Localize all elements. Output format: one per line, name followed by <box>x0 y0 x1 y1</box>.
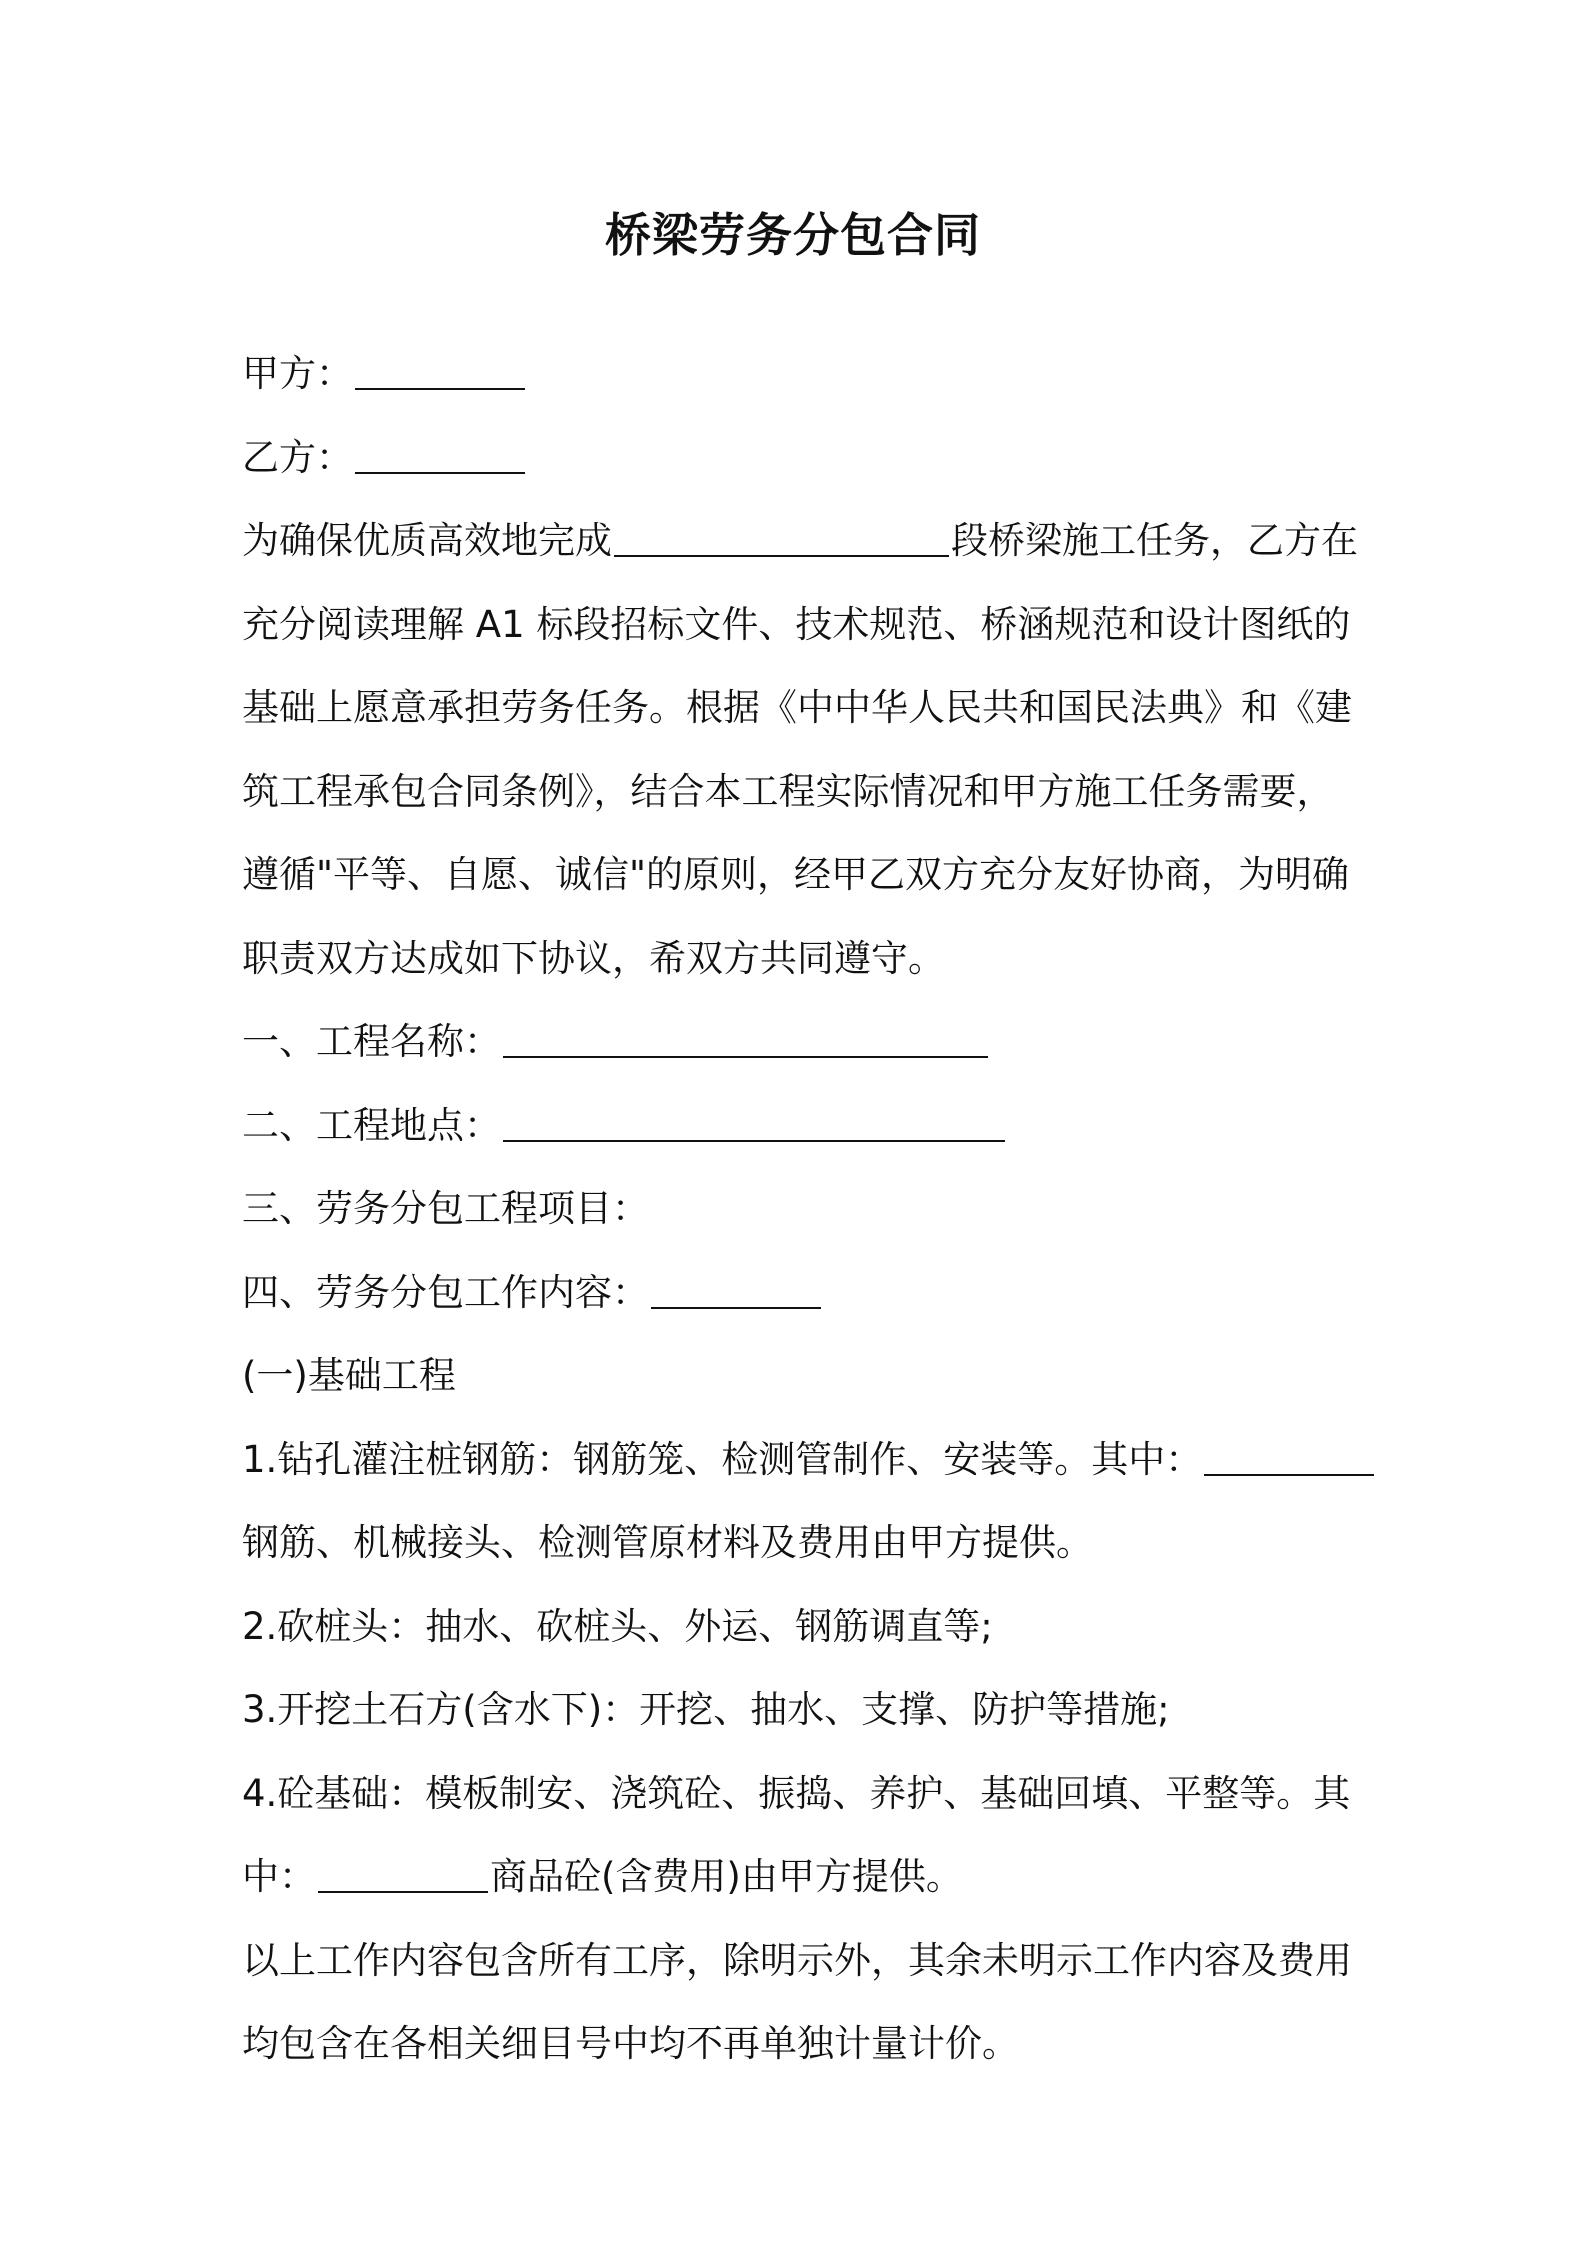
item-1-continuation: 钢筋、机械接头、检测管原材料及费用由甲方提供。 <box>242 1521 1093 1564</box>
intro-line-1 <box>242 499 1358 583</box>
party-b-line <box>242 416 1352 500</box>
work-content-blank <box>651 1265 821 1309</box>
intro-line-2: 充分阅读理解 A1 标段招标文件、技术规范、桥涵规范和设计图纸的 <box>242 602 1351 646</box>
project-name-blank <box>503 1014 988 1058</box>
party-a-line <box>242 332 1352 416</box>
intro-line-5: 遵循"平等、自愿、诚信"的原则，经甲乙双方充分友好协商，为明确 <box>242 853 1350 896</box>
item-4-blank <box>318 1849 488 1893</box>
intro-line-6: 职责双方达成如下协议，希双方共同遵守。 <box>242 936 945 980</box>
item-1-text: 1.钻孔灌注桩钢筋：钢筋笼、检测管制作、安装等。其中： <box>242 1437 1203 1481</box>
item-4-continuation <box>242 1835 1352 1919</box>
section-1-label: 一、工程名称： <box>242 1020 501 1063</box>
subsection-title: (一)基础工程 <box>242 1354 456 1397</box>
document-title: 桥梁劳务分包合同 <box>605 208 981 262</box>
item-1-blank <box>1204 1432 1374 1476</box>
intro-line-4: 筑工程承包合同条例》，结合本工程实际情况和甲方施工任务需要， <box>242 769 1334 813</box>
party-a-blank <box>355 346 525 390</box>
item-3-line: 3.开挖土石方(含水下)：开挖、抽水、支撑、防护等措施; <box>242 1688 1170 1731</box>
item-4-cont-post: 商品砼(含费用)由甲方提供。 <box>490 1855 963 1898</box>
intro-line-1-pre: 为确保优质高效地完成 <box>242 519 612 562</box>
section-3-line: 三、劳务分包工程项目： <box>242 1187 649 1230</box>
section-4-label: 四、劳务分包工作内容： <box>242 1270 649 1314</box>
item-1-line <box>242 1418 1352 1502</box>
section-name-blank <box>614 513 949 557</box>
section-1-line <box>242 1000 1352 1084</box>
section-2-label: 二、工程地点： <box>242 1103 501 1147</box>
section-2-line <box>242 1084 1352 1168</box>
closing-line-2: 均包含在各相关细目号中均不再单独计量计价。 <box>242 2022 1019 2065</box>
party-a-label: 甲方： <box>242 352 353 395</box>
project-location-blank <box>503 1098 1005 1142</box>
item-4-line: 4.砼基础：模板制安、浇筑砼、振捣、养护、基础回填、平整等。其 <box>242 1771 1351 1815</box>
intro-line-1-post: 段桥梁施工任务，乙方在 <box>951 519 1358 562</box>
closing-line-1: 以上工作内容包含所有工序，除明示外，其余未明示工作内容及费用 <box>242 1938 1352 1982</box>
section-4-line <box>242 1251 1352 1335</box>
party-b-label: 乙方： <box>242 435 353 479</box>
document-body <box>242 332 1358 2086</box>
party-b-blank <box>355 430 525 474</box>
intro-line-3: 基础上愿意承担劳务任务。根据《中中华人民共和国民法典》和《建 <box>242 686 1352 729</box>
item-4-cont-pre: 中： <box>242 1855 316 1898</box>
item-2-line: 2.砍桩头：抽水、砍桩头、外运、钢筋调直等; <box>242 1604 993 1648</box>
